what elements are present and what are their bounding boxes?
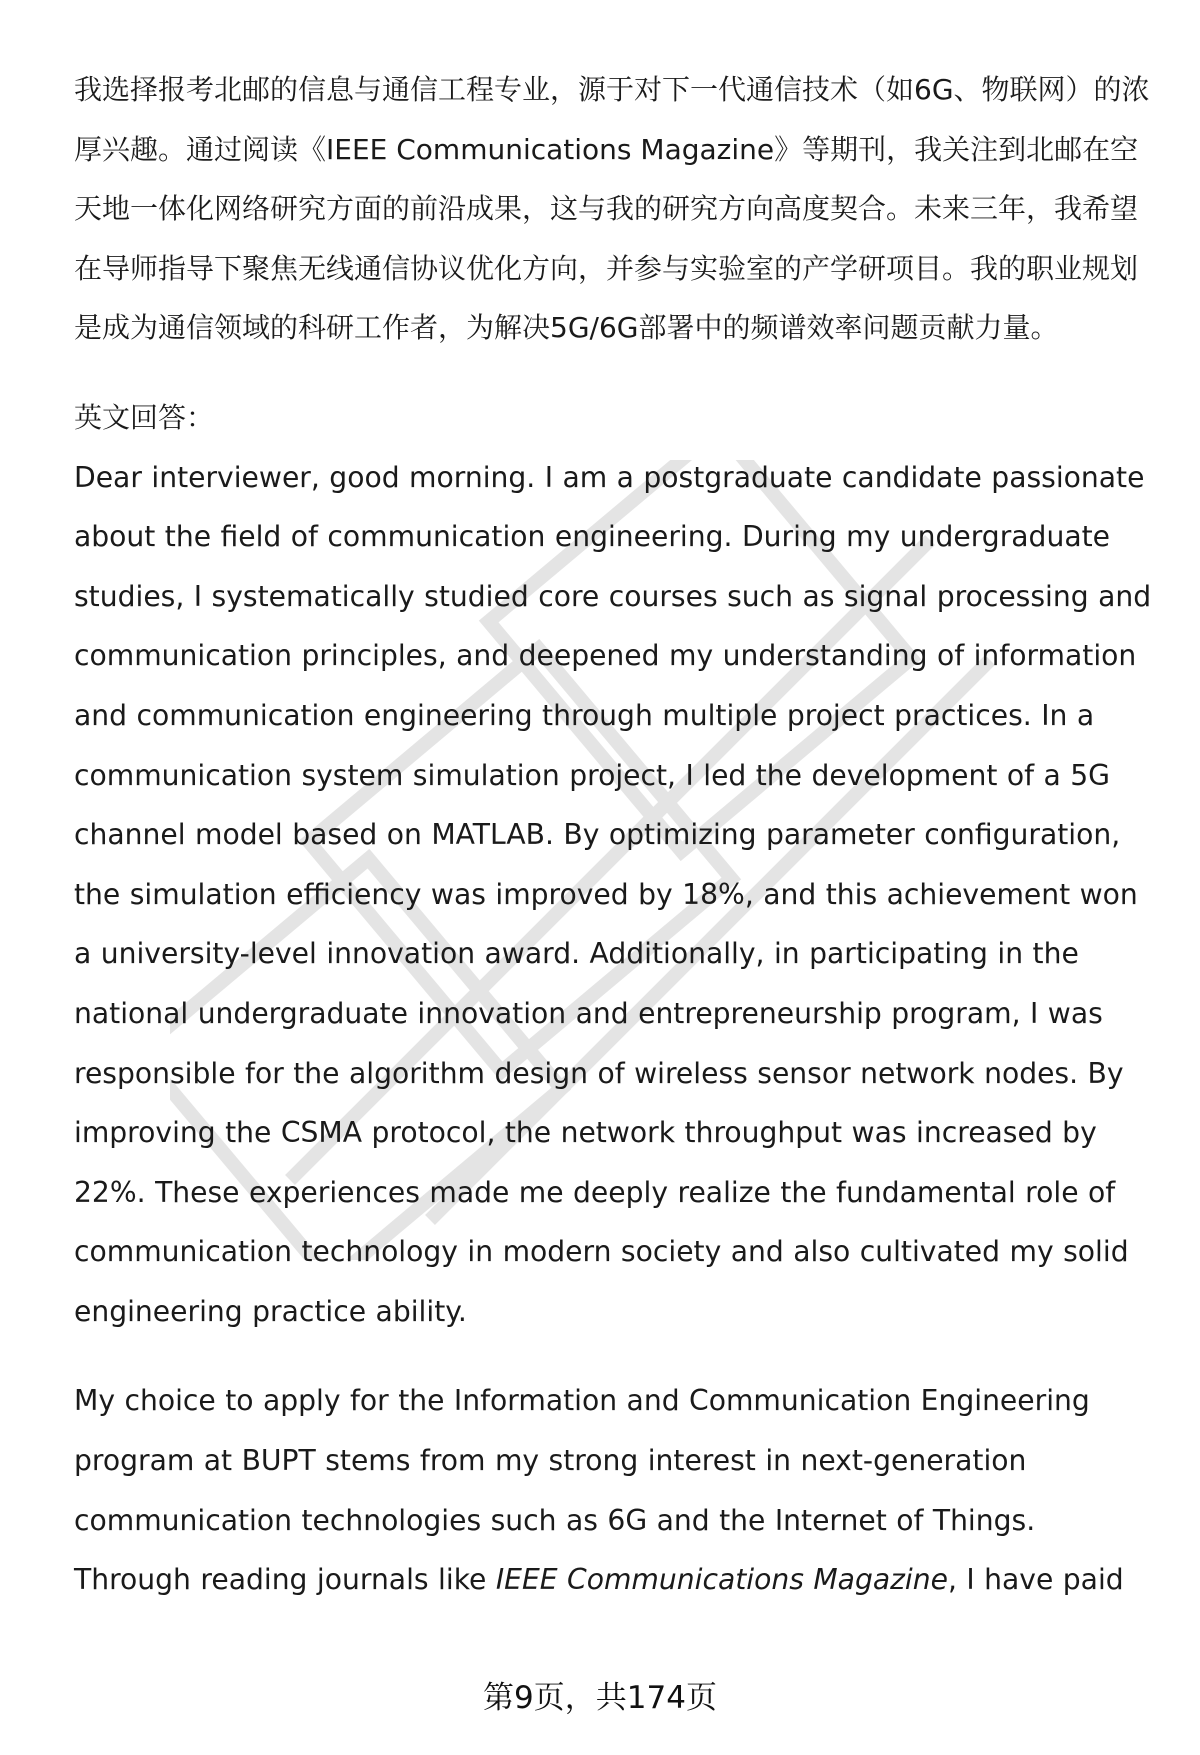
english-answer-paragraph-2 (74, 1371, 1154, 1609)
chinese-answer-paragraph: 我选择报考北邮的信息与通信工程专业，源于对下一代通信技术（如6G、物联网）的浓厚兴趣。通过阅读《IEEE Communications Magazine》等期刊，我关注到北邮在空天地一体化网络研究方面的前沿成果，这与我的研究方向高度契合。未来三年，我希望在导师指导下聚焦无线通信协议优化方向，并参与实验室的产学研项目。我的职业规划是成为通信领域的科研工作者，为解决5G/6G部署中的频谱效率问题贡献力量。 (74, 73, 1150, 345)
spacer (74, 1341, 1154, 1371)
paragraph-2-text-before: My choice to apply for the Information and Communication Engineering program at BUPT stems from my strong interest in next-generation communication technologies such as 6G and the Internet of Things. Through reading journals like (74, 1384, 1090, 1597)
spacer (74, 358, 1154, 388)
page-indicator: 第9页，共174页 (483, 1680, 717, 1716)
journal-title: IEEE Communications Magazine (495, 1563, 948, 1597)
content (74, 60, 1154, 1610)
english-answer-label: 英文回答： (74, 400, 215, 434)
paragraph-2-text-after: , I have paid (947, 1563, 1124, 1597)
english-answer-paragraph-1: Dear interviewer, good morning. I am a postgraduate candidate passionate about the field of communication engineering. During my undergraduate studies, I systematically studied core courses such as signal processing and communication principles, and deepened my understanding of information and communication engineering through multiple project practices. In a communication system simulation project, I led the development of a 5G channel model based on MATLAB. By optimizing parameter configuration, the simulation efficiency was improved by 18%, and this achievement won a university-level innovation award. Additionally, in participating in the national undergraduate innovation and entrepreneurship program, I was responsible for the algorithm design of wireless sensor network nodes. By improving the CSMA protocol, the network throughput was increased by 22%. These experiences made me deeply realize the fundamental role of communication technology in modern society and also cultivated my solid engineering practice ability. (74, 460, 1152, 1328)
